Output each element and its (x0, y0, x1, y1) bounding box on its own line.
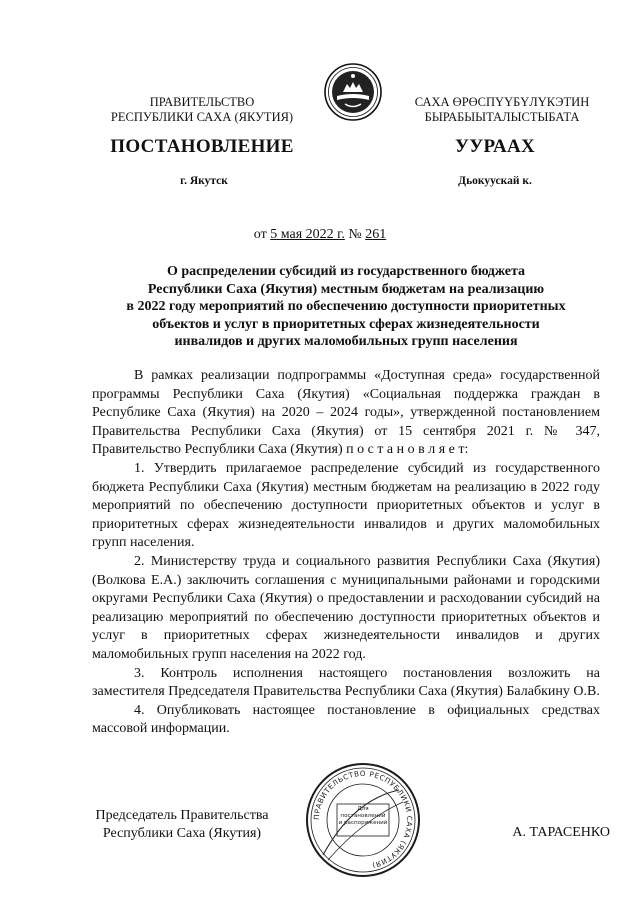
seal-center-text: Для постановлений и распоряжений (338, 806, 388, 826)
title-line: Республики Саха (Якутия) местным бюджетам на реализацию (147, 281, 545, 297)
title-line: О распределении субсидий из государственного бюджета (166, 264, 526, 279)
header-left (92, 95, 312, 125)
signatory-position-line1: Председатель Правительства (95, 808, 269, 823)
document-date: 5 мая 2022 г. (270, 227, 345, 242)
clause-paragraph-3: 3. Контроль исполнения настоящего постановления возложить на заместителя Председателя Правительства Республики Саха (Якутия) Балабкину О.В. (92, 665, 600, 700)
title-line: объектов и услуг в приоритетных сферах жизнедеятельности (152, 316, 540, 332)
header-left-line2: РЕСПУБЛИКИ САХА (ЯКУТИЯ) (110, 110, 294, 124)
doc-type-sakha: УУРААХ (454, 136, 536, 157)
seal-outer-text: ПРАВИТЕЛЬСТВО РЕСПУБЛИКИ САХА (ЯКУТИЯ) (311, 768, 415, 871)
header-right-line2: БЫРАБЫЫТАЛЫСТЫБАТА (424, 110, 580, 124)
document-number: 261 (365, 227, 387, 242)
official-seal-stamp (303, 760, 423, 880)
signatory-position-line2: Республики Саха (Якутия) (102, 826, 262, 841)
date-line (0, 227, 640, 243)
number-prefix: № (344, 227, 366, 242)
document-body (92, 367, 600, 739)
date-prefix: от (253, 227, 271, 242)
clause-paragraph-1: 1. Утвердить прилагаемое распределение субсидий из государственного бюджета Республики Саха (Якутия) местным бюджетам на реализацию в 2022 году мероприятий по обеспечению доступности приоритетных объектов и услуг в приоритетных сферах жизнедеятельности инвалидов и других маломобильных групп населения. (92, 460, 600, 551)
title-line: инвалидов и других маломобильных групп населения (174, 334, 518, 349)
city-ru: г. Якутск (180, 175, 228, 187)
clause-paragraph-4: 4. Опубликовать настоящее постановление в официальных средствах массовой информации. (92, 702, 600, 737)
header-right (397, 95, 607, 125)
preamble-paragraph: В рамках реализации подпрограммы «Доступная среда» государственной программы Республики Саха (Якутия) «Социальная поддержка граждан в Республике Саха (Якутия) на 2020 – 2024 годы», утвержденной постановлением Правительства Республики Саха (Якутия) от 15 сентября 2021 г. № 347, Правительство Республики Саха (Якутия) п о с т а н о в л я е т: (92, 368, 600, 458)
doc-type-ru: ПОСТАНОВЛЕНИЕ (110, 136, 294, 157)
header-right-line1: САХА ӨРӨСПҮҮБҮЛҮКЭТИН (414, 95, 590, 109)
document-title (92, 263, 600, 351)
coat-of-arms-icon (323, 62, 383, 122)
title-line: в 2022 году мероприятий по обеспечению доступности приоритетных (126, 299, 566, 314)
signatory-name: А. ТАРАСЕНКО (512, 825, 610, 840)
clause-paragraph-2: 2. Министерству труда и социального развития Республики Саха (Якутия) (Волкова Е.А.) заключить соглашения с муниципальными районами и городскими округами Республики Саха (Якутия) о предоставлении и расходовании субсидий на реализацию мероприятий по обеспечению доступности приоритетных объектов и услуг в приоритетных сферах жизнедеятельности инвалидов и других маломобильных групп населения на 2022 год. (92, 553, 600, 662)
signatory-position (82, 807, 282, 843)
header-left-line1: ПРАВИТЕЛЬСТВО (149, 95, 255, 109)
city-sakha: Дьокуускай к. (458, 175, 532, 187)
